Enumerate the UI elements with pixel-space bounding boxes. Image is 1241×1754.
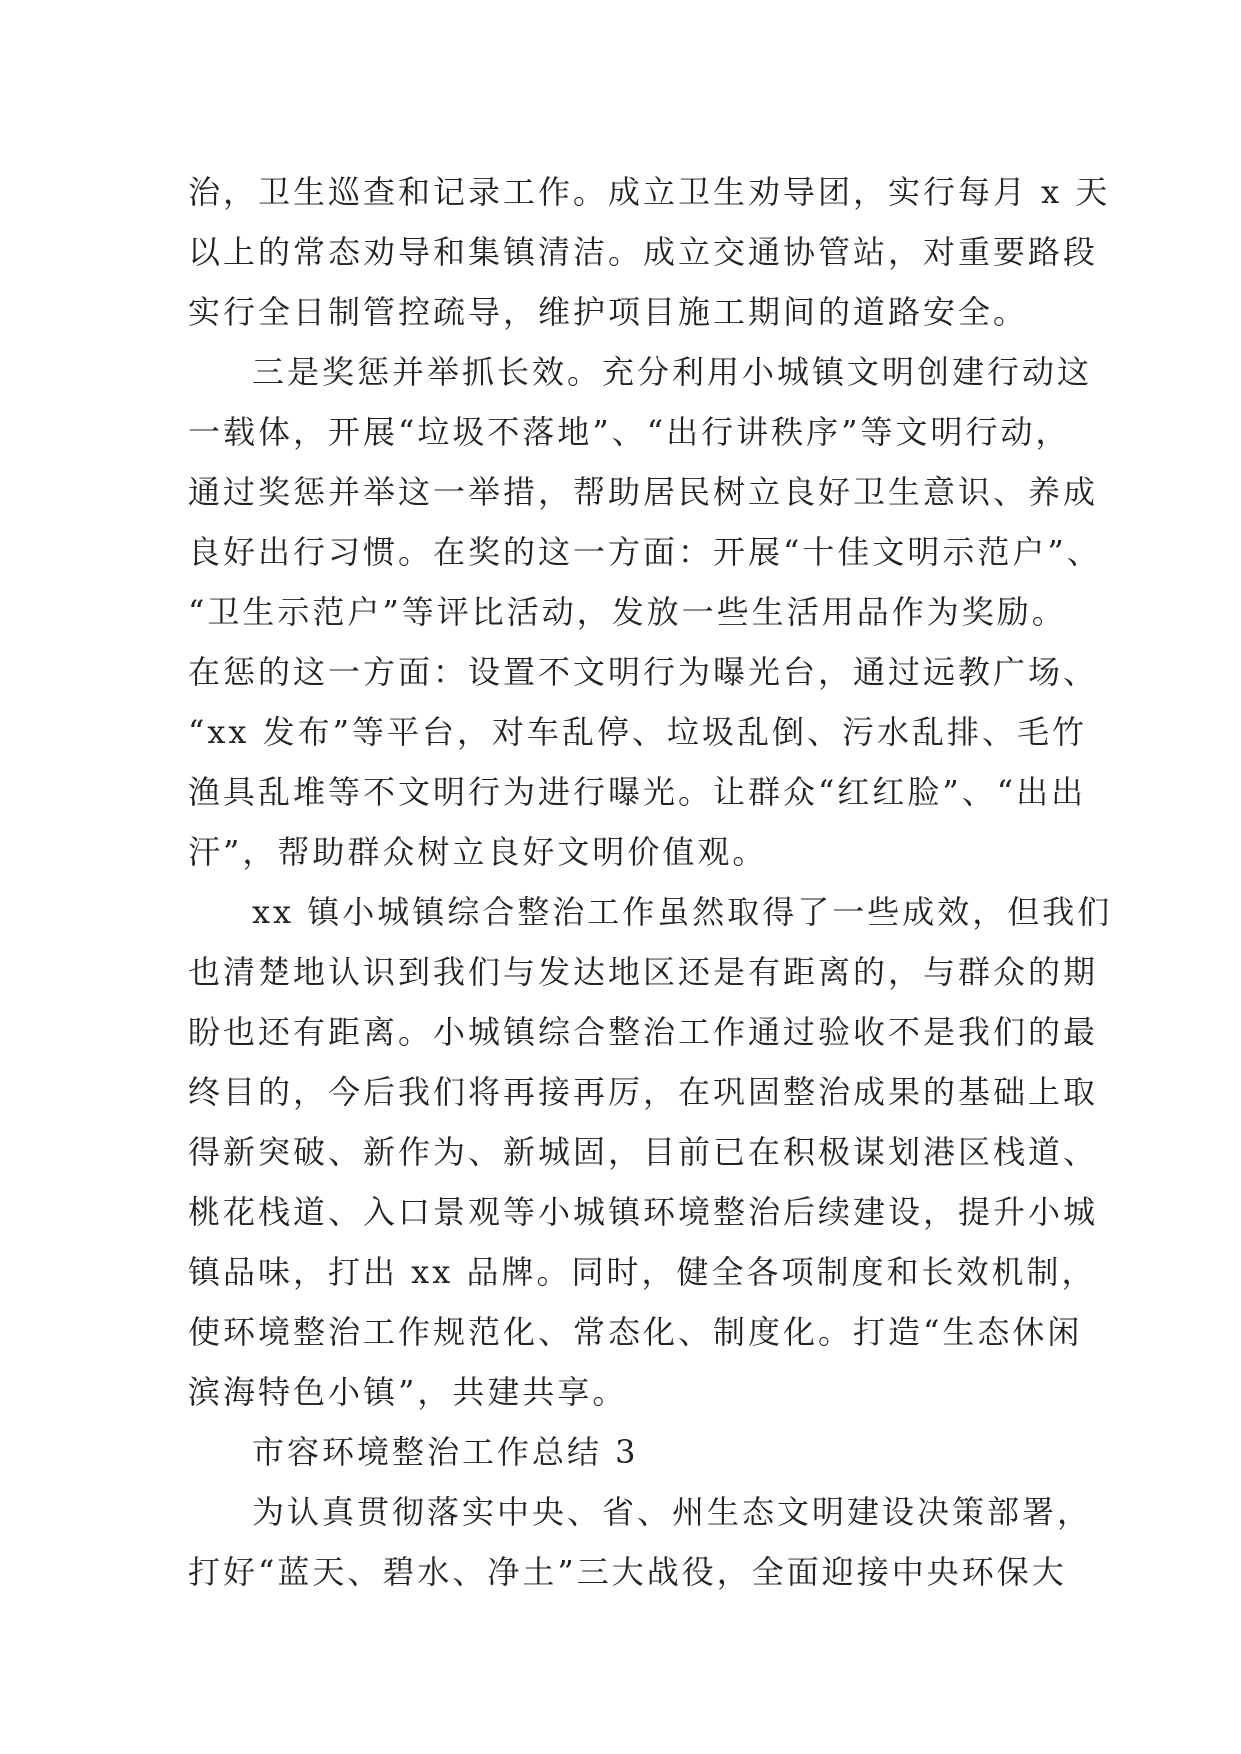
text-line: 在惩的这一方面：设置不文明行为曝光台，通过远教广场、: [188, 653, 1099, 691]
text-line: 盼也还有距离。小城镇综合整治工作通过验收不是我们的最: [188, 1013, 1099, 1051]
text-line: 三是奖惩并举抓长效。充分利用小城镇文明创建行动这: [252, 353, 1093, 391]
text-line: 镇品味，打出 xx 品牌。同时，健全各项制度和长效机制，: [188, 1253, 1097, 1291]
text-line: 以上的常态劝导和集镇清洁。成立交通协管站，对重要路段: [188, 233, 1099, 271]
document-body: [188, 162, 1113, 1602]
text-line: xx 镇小城镇综合整治工作虽然取得了一些成效，但我们: [252, 893, 1113, 931]
text-line: 滨海特色小镇”，共建共享。: [188, 1373, 628, 1411]
text-line: 治，卫生巡查和记录工作。成立卫生劝导团，实行每月 x 天: [188, 173, 1111, 211]
text-line: 汗”，帮助群众树立良好文明价值观。: [188, 833, 768, 871]
text-line: 桃花栈道、入口景观等小城镇环境整治后续建设，提升小城: [188, 1193, 1099, 1231]
text-line: “卫生示范户”等评比活动，发放一些生活用品作为奖励。: [188, 593, 1067, 631]
text-line: 为认真贯彻落实中央、省、州生态文明建设决策部署，: [252, 1493, 1093, 1531]
text-line: 一载体，开展“垃圾不落地”、“出行讲秩序”等文明行动，: [188, 413, 1071, 451]
text-line: 也清楚地认识到我们与发达地区还是有距离的，与群众的期: [188, 953, 1099, 991]
text-line: 实行全日制管控疏导，维护项目施工期间的道路安全。: [188, 293, 1029, 331]
text-line: 使环境整治工作规范化、常态化、制度化。打造“生态休闲: [188, 1313, 1083, 1351]
text-line: 渔具乱堆等不文明行为进行曝光。让群众“红红脸”、“出出: [188, 773, 1087, 811]
text-line: 通过奖惩并举这一举措，帮助居民树立良好卫生意识、养成: [188, 473, 1099, 511]
text-line: 打好“蓝天、碧水、净土”三大战役，全面迎接中央环保大: [188, 1553, 1067, 1591]
text-line: 终目的，今后我们将再接再厉，在巩固整治成果的基础上取: [188, 1073, 1099, 1111]
text-line: 得新突破、新作为、新城固，目前已在积极谋划港区栈道、: [188, 1133, 1099, 1171]
text-line: “xx 发布”等平台，对车乱停、垃圾乱倒、污水乱排、毛竹: [188, 713, 1087, 751]
text-line: 良好出行习惯。在奖的这一方面：开展“十佳文明示范户”、: [188, 533, 1102, 571]
text-line: 市容环境整治工作总结 3: [252, 1433, 639, 1471]
